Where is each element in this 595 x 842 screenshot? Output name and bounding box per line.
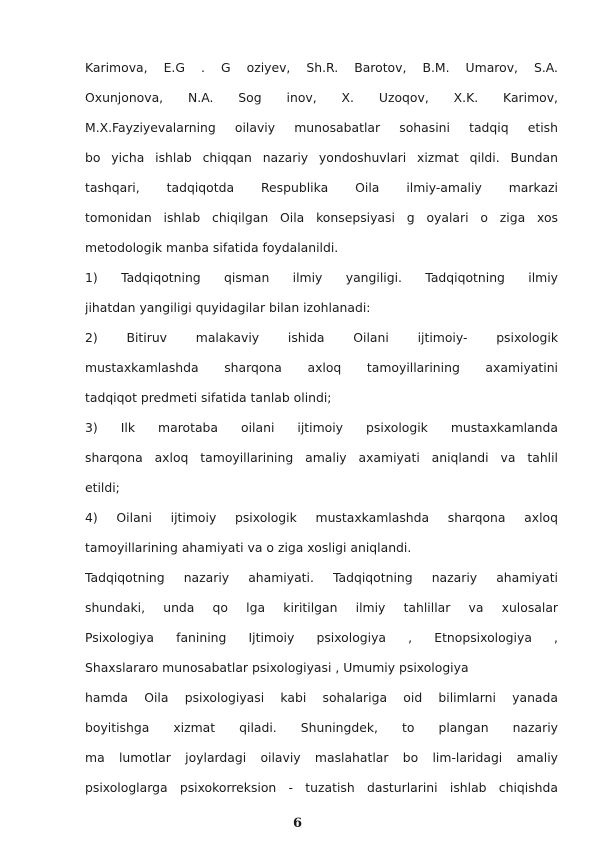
- text-line: tashqari, tadqiqotda Respublika Oila ilmiy-amaliy markazi: [85, 180, 558, 195]
- text-line: Oxunjonova, N.A. Sog inov, X. Uzoqov, X.K. Karimov,: [85, 90, 558, 105]
- text-line: mustaxkamlashda sharqona axloq tamoyillarining axamiyatini: [85, 360, 558, 375]
- text-line: 2) Bitiruv malakaviy ishida Oilani ijtimoiy- psixologik: [85, 330, 558, 345]
- text-line: Tadqiqotning nazariy ahamiyati. Tadqiqotning nazariy ahamiyati: [85, 570, 558, 585]
- text-line: bo yicha ishlab chiqqan nazariy yondoshuvlari xizmat qildi. Bundan: [85, 150, 558, 165]
- text-line: 4) Oilani ijtimoiy psixologik mustaxkamlashda sharqona axloq: [85, 510, 558, 525]
- text-line: hamda Oila psixologiyasi kabi sohalariga oid bilimlarni yanada: [85, 690, 558, 705]
- text-line: jihatdan yangiligi quyidagilar bilan izohlanadi:: [85, 300, 371, 315]
- text-line: Karimova, E.G . G oziyev, Sh.R. Barotov, B.M. Umarov, S.A.: [85, 60, 558, 75]
- text-line: Psixologiya fanining Ijtimoiy psixologiya , Etnopsixologiya ,: [85, 630, 558, 645]
- text-line: tadqiqot predmeti sifatida tanlab olindi;: [85, 390, 332, 405]
- text-line: psixologlarga psixokorreksion - tuzatish dasturlarini ishlab chiqishda: [85, 780, 558, 795]
- text-line: tomonidan ishlab chiqilgan Oila konsepsiyasi g oyalari o ziga xos: [85, 210, 558, 225]
- text-line: ma lumotlar joylardagi oilaviy maslahatlar bo lim-laridagi amaliy: [85, 750, 558, 765]
- text-line: sharqona axloq tamoyillarining amaliy axamiyati aniqlandi va tahlil: [85, 450, 558, 465]
- text-line: etildi;: [85, 480, 120, 495]
- text-line: boyitishga xizmat qiladi. Shuningdek, to plangan nazariy: [85, 720, 558, 735]
- text-line: metodologik manba sifatida foydalanildi.: [85, 240, 339, 255]
- text-line: 3) Ilk marotaba oilani ijtimoiy psixologik mustaxkamlanda: [85, 420, 558, 435]
- text-line: Shaxslararo munosabatlar psixologiyasi , Umumiy psixologiya: [85, 660, 469, 675]
- text-line: 1) Tadqiqotning qisman ilmiy yangiligi. Tadqiqotning ilmiy: [85, 270, 558, 285]
- text-line: tamoyillarining ahamiyati va o ziga xosligi aniqlandi.: [85, 540, 412, 555]
- text-line: shundaki, unda qo lga kiritilgan ilmiy tahlillar va xulosalar: [85, 600, 558, 615]
- text-line: M.X.Fayziyevalarning oilaviy munosabatlar sohasini tadqiq etish: [85, 120, 558, 135]
- page-number: 6: [292, 816, 303, 831]
